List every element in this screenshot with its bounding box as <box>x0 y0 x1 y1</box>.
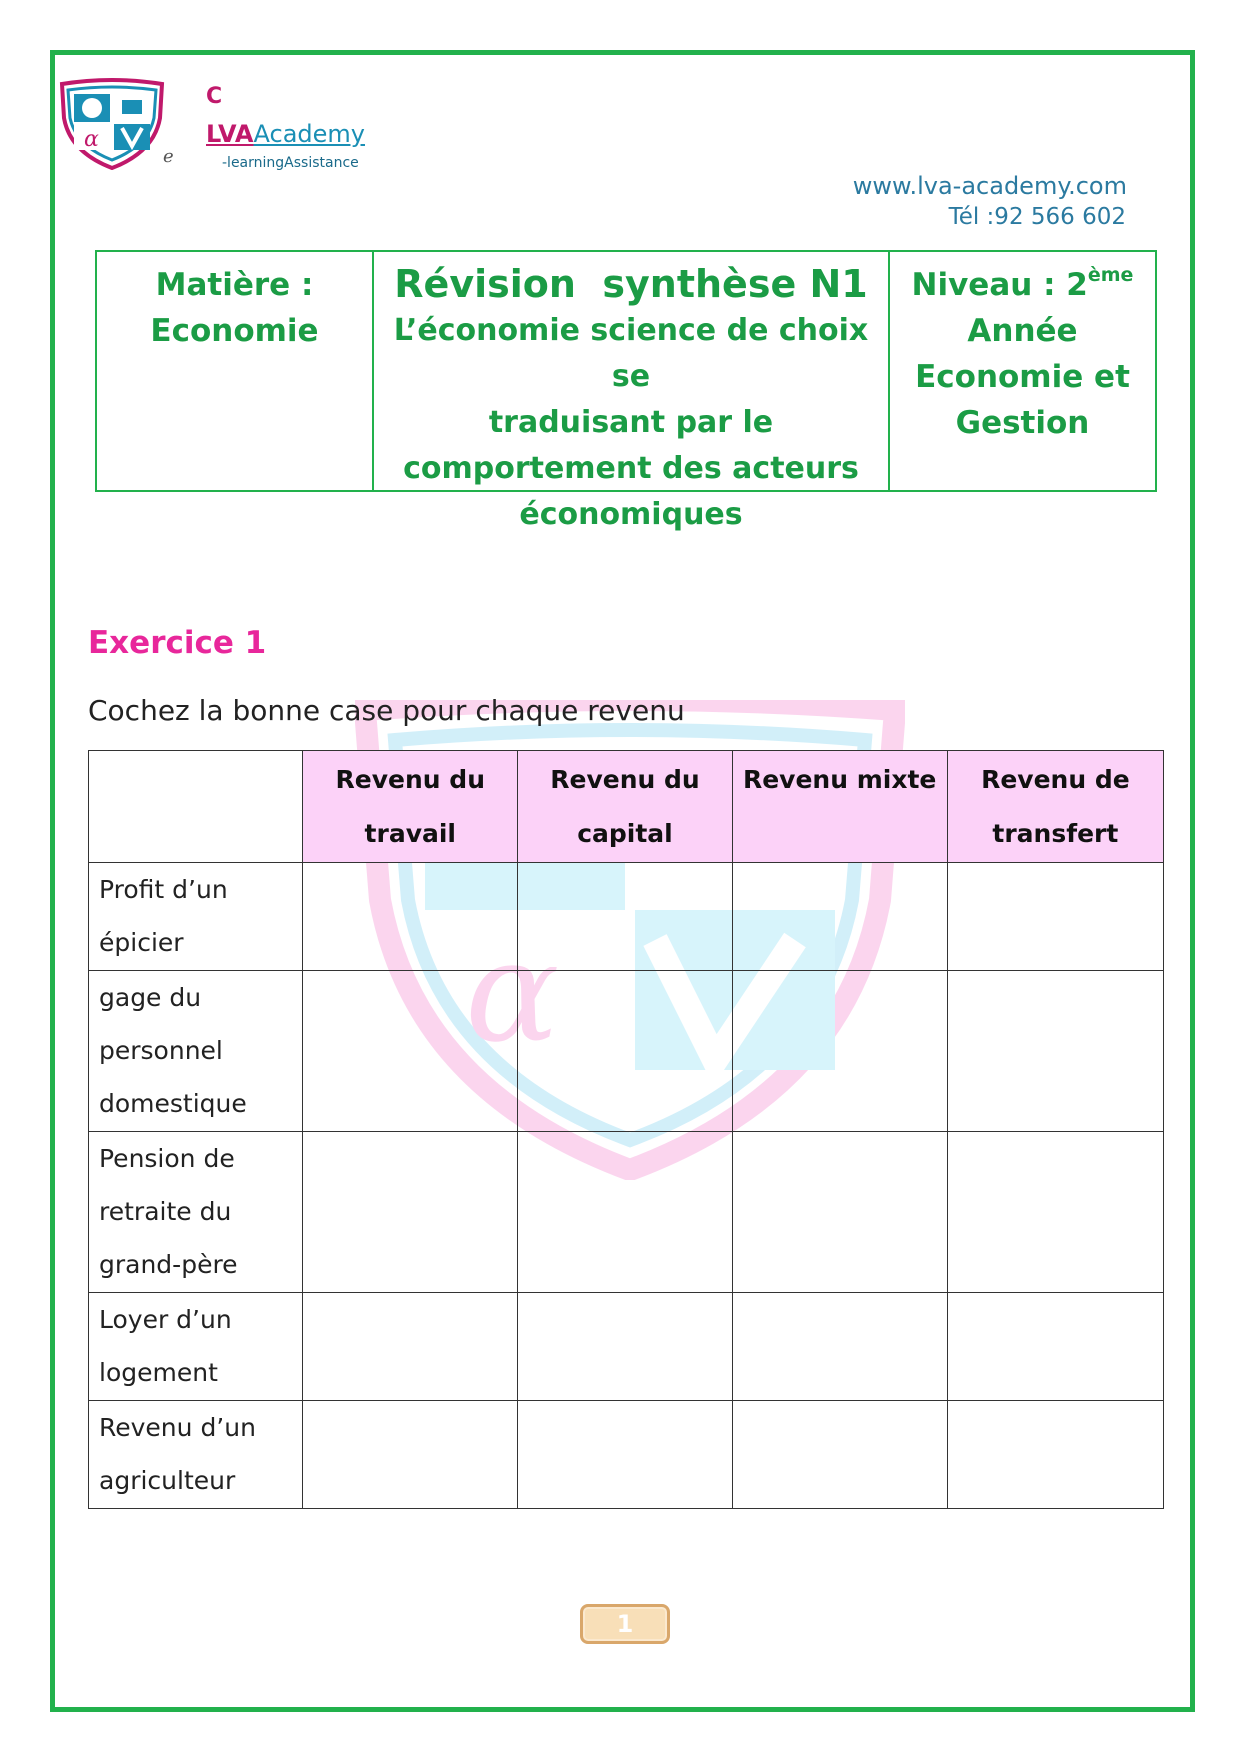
column-header-line: transfert <box>992 819 1119 848</box>
subject-cell <box>97 252 374 490</box>
brand-name <box>206 120 365 148</box>
row-label-line: personnel <box>99 1036 223 1065</box>
level-line: Année <box>967 313 1078 349</box>
svg-text:α: α <box>84 127 99 152</box>
level-cell <box>890 252 1155 490</box>
exercise-title: Exercice 1 <box>88 625 267 661</box>
brand-lva: LVA <box>206 120 254 148</box>
brand-letter-c: C <box>206 84 223 109</box>
checkbox-cell[interactable] <box>518 971 732 1132</box>
row-label <box>89 1401 303 1509</box>
checkbox-cell[interactable] <box>732 1293 947 1401</box>
row-label <box>89 863 303 971</box>
checkbox-cell[interactable] <box>732 1132 947 1293</box>
column-header-line: Revenu mixte <box>742 765 937 794</box>
subtitle-line: traduisant par le <box>488 405 774 440</box>
row-label <box>89 1293 303 1401</box>
row-label-line: agriculteur <box>99 1466 236 1495</box>
table-row <box>89 863 1164 971</box>
checkbox-cell[interactable] <box>303 863 518 971</box>
column-header <box>732 751 947 863</box>
column-header <box>518 751 732 863</box>
brand-letter-e: e <box>163 146 174 167</box>
checkbox-cell[interactable] <box>518 1293 732 1401</box>
row-label-line: domestique <box>99 1089 247 1118</box>
svg-text:α: α <box>465 911 560 1074</box>
table-corner-cell <box>89 751 303 863</box>
revenue-table <box>88 750 1164 1509</box>
checkbox-cell[interactable] <box>947 1401 1163 1509</box>
phone-number: Tél :92 566 602 <box>948 204 1126 230</box>
row-label-line: Pension de <box>99 1144 235 1173</box>
row-label-line: Loyer d’un <box>99 1305 232 1334</box>
column-header <box>303 751 518 863</box>
subject-value: Economie <box>150 313 319 349</box>
brand-tagline: -learningAssistance <box>222 155 359 171</box>
subtitle-line: économiques <box>519 497 743 532</box>
column-header <box>947 751 1163 863</box>
row-label-line: gage du <box>99 983 202 1012</box>
checkbox-cell[interactable] <box>732 971 947 1132</box>
level-superscript: ème <box>1087 264 1134 286</box>
table-row <box>89 1293 1164 1401</box>
column-header-line: Revenu de <box>981 765 1130 794</box>
checkbox-cell[interactable] <box>732 1401 947 1509</box>
subject-label: Matière : <box>155 267 314 303</box>
row-label-line: logement <box>99 1358 218 1387</box>
checkbox-cell[interactable] <box>732 863 947 971</box>
checkbox-cell[interactable] <box>947 971 1163 1132</box>
checkbox-cell[interactable] <box>303 1293 518 1401</box>
column-header-line: capital <box>577 819 673 848</box>
column-header-line: Revenu du <box>550 765 700 794</box>
subtitle-line: L’économie science de choix se <box>393 313 869 394</box>
checkbox-cell[interactable] <box>518 1132 732 1293</box>
exercise-instruction: Cochez la bonne case pour chaque revenu <box>88 694 685 727</box>
header-table <box>95 250 1157 532</box>
document-title: Révision synthèse N1 <box>394 262 868 306</box>
row-label-line: Revenu d’un <box>99 1413 256 1442</box>
row-label-line: Profit d’un <box>99 875 228 904</box>
table-row <box>89 1132 1164 1293</box>
checkbox-cell[interactable] <box>947 1293 1163 1401</box>
row-label-line: retraite du <box>99 1197 232 1226</box>
checkbox-cell[interactable] <box>518 863 732 971</box>
row-label <box>89 1132 303 1293</box>
checkbox-cell[interactable] <box>518 1401 732 1509</box>
lva-academy-logo <box>58 78 166 170</box>
column-header-line: travail <box>364 819 457 848</box>
table-row <box>89 1401 1164 1509</box>
level-line: Gestion <box>955 405 1090 441</box>
row-label <box>89 971 303 1132</box>
table-row <box>89 971 1164 1132</box>
row-label-line: épicier <box>99 928 184 957</box>
title-cell <box>374 252 890 532</box>
level-label <box>890 262 1155 308</box>
column-header-line: Revenu du <box>335 765 485 794</box>
checkbox-cell[interactable] <box>303 1132 518 1293</box>
page-number: 1 <box>580 1604 670 1644</box>
checkbox-cell[interactable] <box>947 863 1163 971</box>
checkbox-cell[interactable] <box>303 1401 518 1509</box>
level-line: Economie et <box>915 359 1130 395</box>
checkbox-cell[interactable] <box>303 971 518 1132</box>
row-label-line: grand-père <box>99 1250 238 1279</box>
website-link[interactable]: www.lva-academy.com <box>852 172 1127 200</box>
table-header-row <box>89 751 1164 863</box>
level-label-text: Niveau : 2 <box>911 267 1088 303</box>
brand-academy: Academy <box>253 120 365 148</box>
subtitle-line: comportement des acteurs <box>403 451 859 486</box>
checkbox-cell[interactable] <box>947 1132 1163 1293</box>
